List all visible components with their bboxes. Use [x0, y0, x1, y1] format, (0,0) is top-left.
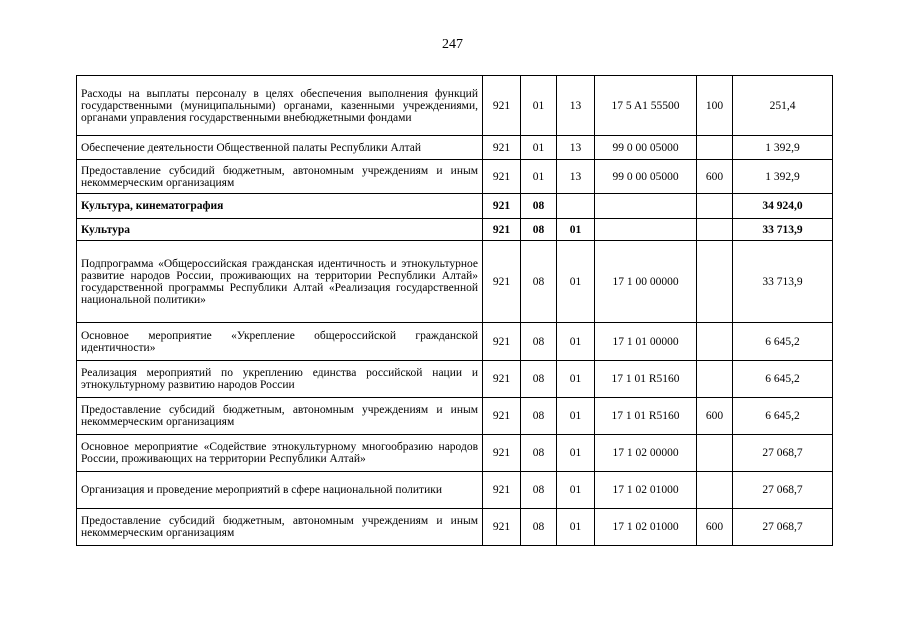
cell-amount: 33 713,9 — [733, 219, 833, 241]
cell-amount: 34 924,0 — [733, 194, 833, 219]
cell-amount: 6 645,2 — [733, 323, 833, 361]
cell-subsection: 01 — [557, 219, 595, 241]
row-description: Культура — [77, 219, 483, 241]
row-description: Расходы на выплаты персоналу в целях обеспечения выполнения функций государственными (муниципальными) органами, казенными учреждениями, органами управления государственными внебюджетными фондами — [77, 76, 483, 136]
row-description: Организация и проведение мероприятий в сфере национальной политики — [77, 472, 483, 509]
cell-target-article: 99 0 00 05000 — [595, 136, 697, 160]
cell-grbs: 921 — [483, 509, 521, 546]
cell-expense-type: 600 — [697, 160, 733, 194]
table-row — [77, 323, 833, 361]
table-row — [77, 136, 833, 160]
cell-grbs: 921 — [483, 160, 521, 194]
table-row — [77, 194, 833, 219]
cell-subsection: 01 — [557, 241, 595, 323]
table-row — [77, 472, 833, 509]
cell-subsection: 01 — [557, 361, 595, 398]
cell-target-article: 17 1 01 00000 — [595, 323, 697, 361]
row-description: Предоставление субсидий бюджетным, автономным учреждениям и иным некоммерческим организациям — [77, 398, 483, 435]
cell-section: 08 — [521, 323, 557, 361]
table-row — [77, 160, 833, 194]
cell-section: 01 — [521, 160, 557, 194]
table-row — [77, 241, 833, 323]
cell-section: 08 — [521, 398, 557, 435]
table-row — [77, 361, 833, 398]
cell-expense-type: 600 — [697, 509, 733, 546]
cell-grbs: 921 — [483, 361, 521, 398]
cell-section: 08 — [521, 219, 557, 241]
cell-amount: 27 068,7 — [733, 435, 833, 472]
budget-table — [76, 75, 833, 546]
cell-amount: 27 068,7 — [733, 472, 833, 509]
cell-section: 08 — [521, 361, 557, 398]
row-description: Культура, кинематография — [77, 194, 483, 219]
cell-grbs: 921 — [483, 323, 521, 361]
cell-amount: 27 068,7 — [733, 509, 833, 546]
cell-section: 01 — [521, 136, 557, 160]
table-row — [77, 398, 833, 435]
cell-expense-type: 600 — [697, 398, 733, 435]
cell-expense-type — [697, 219, 733, 241]
cell-grbs: 921 — [483, 76, 521, 136]
cell-subsection: 01 — [557, 435, 595, 472]
cell-subsection: 01 — [557, 509, 595, 546]
cell-amount: 1 392,9 — [733, 160, 833, 194]
row-description: Основное мероприятие «Укрепление общероссийской гражданской идентичности» — [77, 323, 483, 361]
cell-amount: 1 392,9 — [733, 136, 833, 160]
cell-target-article — [595, 219, 697, 241]
cell-target-article: 99 0 00 05000 — [595, 160, 697, 194]
cell-expense-type — [697, 194, 733, 219]
page-number: 247 — [442, 37, 463, 52]
row-description: Основное мероприятие «Содействие этнокультурному многообразию народов России, проживающих на территории Республики Алтай» — [77, 435, 483, 472]
cell-expense-type: 100 — [697, 76, 733, 136]
cell-section: 08 — [521, 472, 557, 509]
cell-subsection — [557, 194, 595, 219]
table-row — [77, 76, 833, 136]
cell-section: 08 — [521, 241, 557, 323]
cell-expense-type — [697, 323, 733, 361]
table-row — [77, 509, 833, 546]
cell-grbs: 921 — [483, 194, 521, 219]
cell-grbs: 921 — [483, 219, 521, 241]
cell-amount: 33 713,9 — [733, 241, 833, 323]
cell-grbs: 921 — [483, 435, 521, 472]
cell-subsection: 13 — [557, 160, 595, 194]
cell-target-article — [595, 194, 697, 219]
cell-section: 08 — [521, 435, 557, 472]
cell-expense-type — [697, 241, 733, 323]
cell-target-article: 17 1 01 R5160 — [595, 361, 697, 398]
cell-section: 01 — [521, 76, 557, 136]
cell-section: 08 — [521, 194, 557, 219]
cell-target-article: 17 1 00 00000 — [595, 241, 697, 323]
cell-grbs: 921 — [483, 472, 521, 509]
cell-target-article: 17 1 02 00000 — [595, 435, 697, 472]
cell-subsection: 01 — [557, 323, 595, 361]
row-description: Обеспечение деятельности Общественной палаты Республики Алтай — [77, 136, 483, 160]
cell-expense-type — [697, 136, 733, 160]
table-row — [77, 435, 833, 472]
cell-target-article: 17 1 01 R5160 — [595, 398, 697, 435]
cell-expense-type — [697, 472, 733, 509]
cell-target-article: 17 5 A1 55500 — [595, 76, 697, 136]
cell-target-article: 17 1 02 01000 — [595, 509, 697, 546]
row-description: Предоставление субсидий бюджетным, автономным учреждениям и иным некоммерческим организациям — [77, 160, 483, 194]
cell-subsection: 01 — [557, 472, 595, 509]
cell-subsection: 13 — [557, 136, 595, 160]
cell-grbs: 921 — [483, 398, 521, 435]
row-description: Предоставление субсидий бюджетным, автономным учреждениям и иным некоммерческим организациям — [77, 509, 483, 546]
cell-expense-type — [697, 435, 733, 472]
cell-amount: 6 645,2 — [733, 398, 833, 435]
cell-section: 08 — [521, 509, 557, 546]
table-row — [77, 219, 833, 241]
row-description: Реализация мероприятий по укреплению единства российской нации и этнокультурному развитию народов России — [77, 361, 483, 398]
budget-table-body — [77, 76, 833, 546]
row-description: Подпрограмма «Общероссийская гражданская идентичность и этнокультурное развитие народов России, проживающих на территории Республики Алтай» государственной программы Республики Алтай «Реализация государственной национальной политики» — [77, 241, 483, 323]
cell-expense-type — [697, 361, 733, 398]
cell-grbs: 921 — [483, 241, 521, 323]
cell-amount: 251,4 — [733, 76, 833, 136]
cell-subsection: 13 — [557, 76, 595, 136]
cell-amount: 6 645,2 — [733, 361, 833, 398]
cell-subsection: 01 — [557, 398, 595, 435]
cell-grbs: 921 — [483, 136, 521, 160]
cell-target-article: 17 1 02 01000 — [595, 472, 697, 509]
